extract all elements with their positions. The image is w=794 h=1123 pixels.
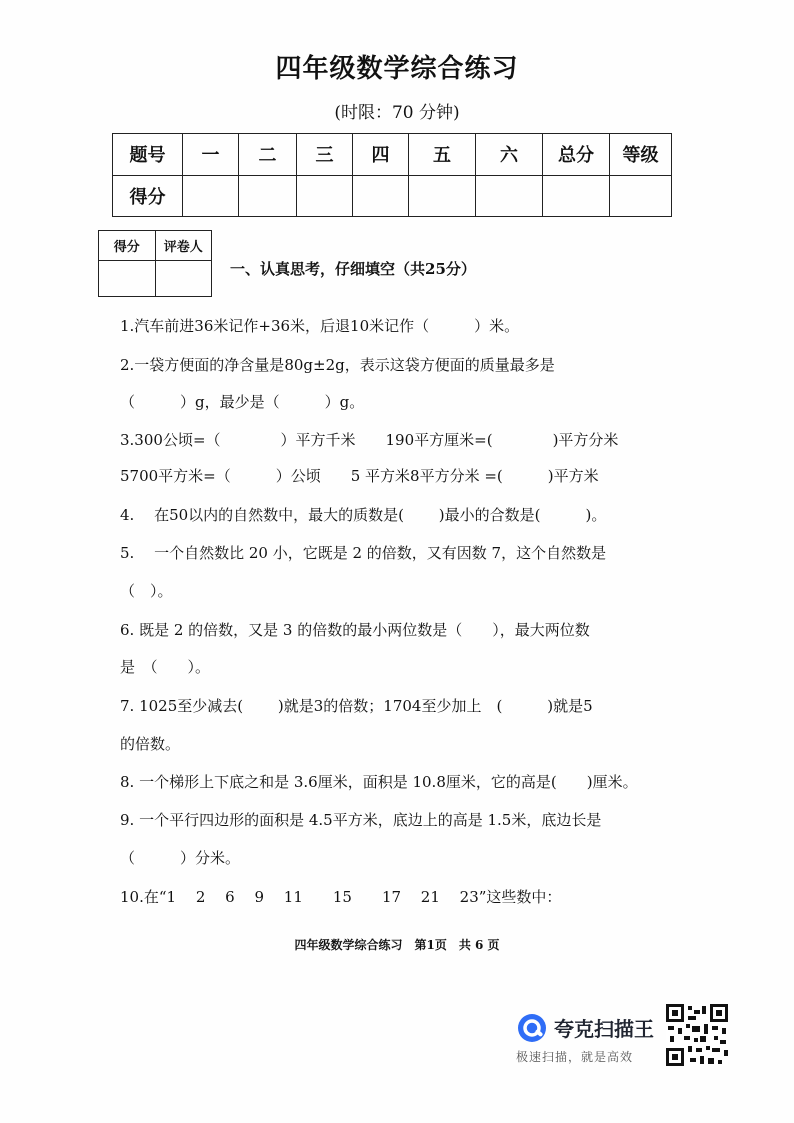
grader-score-label: 得分 xyxy=(99,231,156,261)
page-title: 四年级数学综合练习 xyxy=(275,54,519,84)
score-cell[interactable] xyxy=(543,175,610,217)
score-header-cell: 六 xyxy=(476,134,543,176)
time-limit: (时限：70 分钟) xyxy=(334,103,460,123)
grader-value-row xyxy=(99,261,212,297)
score-cell[interactable] xyxy=(409,175,476,217)
question-line: 1.汽车前进36米记作+36米，后退10米记作（ ）米。 xyxy=(120,317,520,335)
question-line: （ ）g，最少是（ ）g。 xyxy=(120,393,365,411)
score-cell[interactable] xyxy=(476,175,543,217)
grader-score-cell[interactable] xyxy=(99,261,156,297)
score-header-cell: 等级 xyxy=(610,134,672,176)
score-cell[interactable] xyxy=(353,175,409,217)
watermark-slogan: 极速扫描，就是高效 xyxy=(516,1050,634,1064)
score-cell[interactable] xyxy=(239,175,297,217)
question-line: （ ）。 xyxy=(120,582,173,600)
question-line: 的倍数。 xyxy=(120,735,181,753)
page-footer: 四年级数学综合练习 第1页 共 6 页 xyxy=(294,938,500,952)
question-line: （ ）分米。 xyxy=(120,849,241,867)
question-line: 9. 一个平行四边形的面积是 4.5平方米，底边上的高是 1.5米，底边长是 xyxy=(120,811,602,829)
score-table xyxy=(112,133,672,217)
question-line: 8. 一个梯形上下底之和是 3.6厘米，面积是 10.8厘米，它的高是( )厘米。 xyxy=(120,773,638,791)
section-heading: 一、认真思考，仔细填空（共25分） xyxy=(230,260,476,278)
question-line: 5. 一个自然数比 20 小，它既是 2 的倍数，又有因数 7，这个自然数是 xyxy=(120,544,607,562)
question-line: 5700平方米=（ ）公顷 5 平方米8平方分米 =( )平方米 xyxy=(120,467,599,485)
grader-header-row xyxy=(99,231,212,261)
score-header-cell: 二 xyxy=(239,134,297,176)
score-cell[interactable] xyxy=(610,175,672,217)
question-line: 10.在“1 2 6 9 11 15 17 21 23”这些数中： xyxy=(120,888,562,906)
score-row-label: 得分 xyxy=(113,175,183,217)
question-line: 是 （ ）。 xyxy=(120,658,211,676)
score-header-cell: 一 xyxy=(183,134,239,176)
score-header-cell: 四 xyxy=(353,134,409,176)
watermark-name: 夸克扫描王 xyxy=(554,1017,654,1041)
grader-name-label: 评卷人 xyxy=(155,231,212,261)
score-header-cell: 五 xyxy=(409,134,476,176)
question-line: 7. 1025至少减去( )就是3的倍数；1704至少加上 ( )就是5 xyxy=(120,697,593,715)
score-header-row xyxy=(113,134,672,176)
question-line: 2.一袋方便面的净含量是80g±2g，表示这袋方便面的质量最多是 xyxy=(120,356,555,374)
score-cell[interactable] xyxy=(183,175,239,217)
scanner-logo-icon xyxy=(516,1012,548,1044)
score-header-cell: 三 xyxy=(297,134,353,176)
question-line: 6. 既是 2 的倍数，又是 3 的倍数的最小两位数是（ ），最大两位数 xyxy=(120,621,590,639)
qr-code-icon xyxy=(666,1004,728,1066)
score-header-cell: 题号 xyxy=(113,134,183,176)
question-line: 3.300公顷=（ ）平方千米 190平方厘米=( )平方分米 xyxy=(120,431,619,449)
score-value-row xyxy=(113,175,672,217)
score-cell[interactable] xyxy=(297,175,353,217)
question-line: 4. 在50以内的自然数中，最大的质数是( )最小的合数是( )。 xyxy=(120,506,607,524)
grader-table xyxy=(98,230,212,297)
grader-name-cell[interactable] xyxy=(155,261,212,297)
score-header-cell: 总分 xyxy=(543,134,610,176)
